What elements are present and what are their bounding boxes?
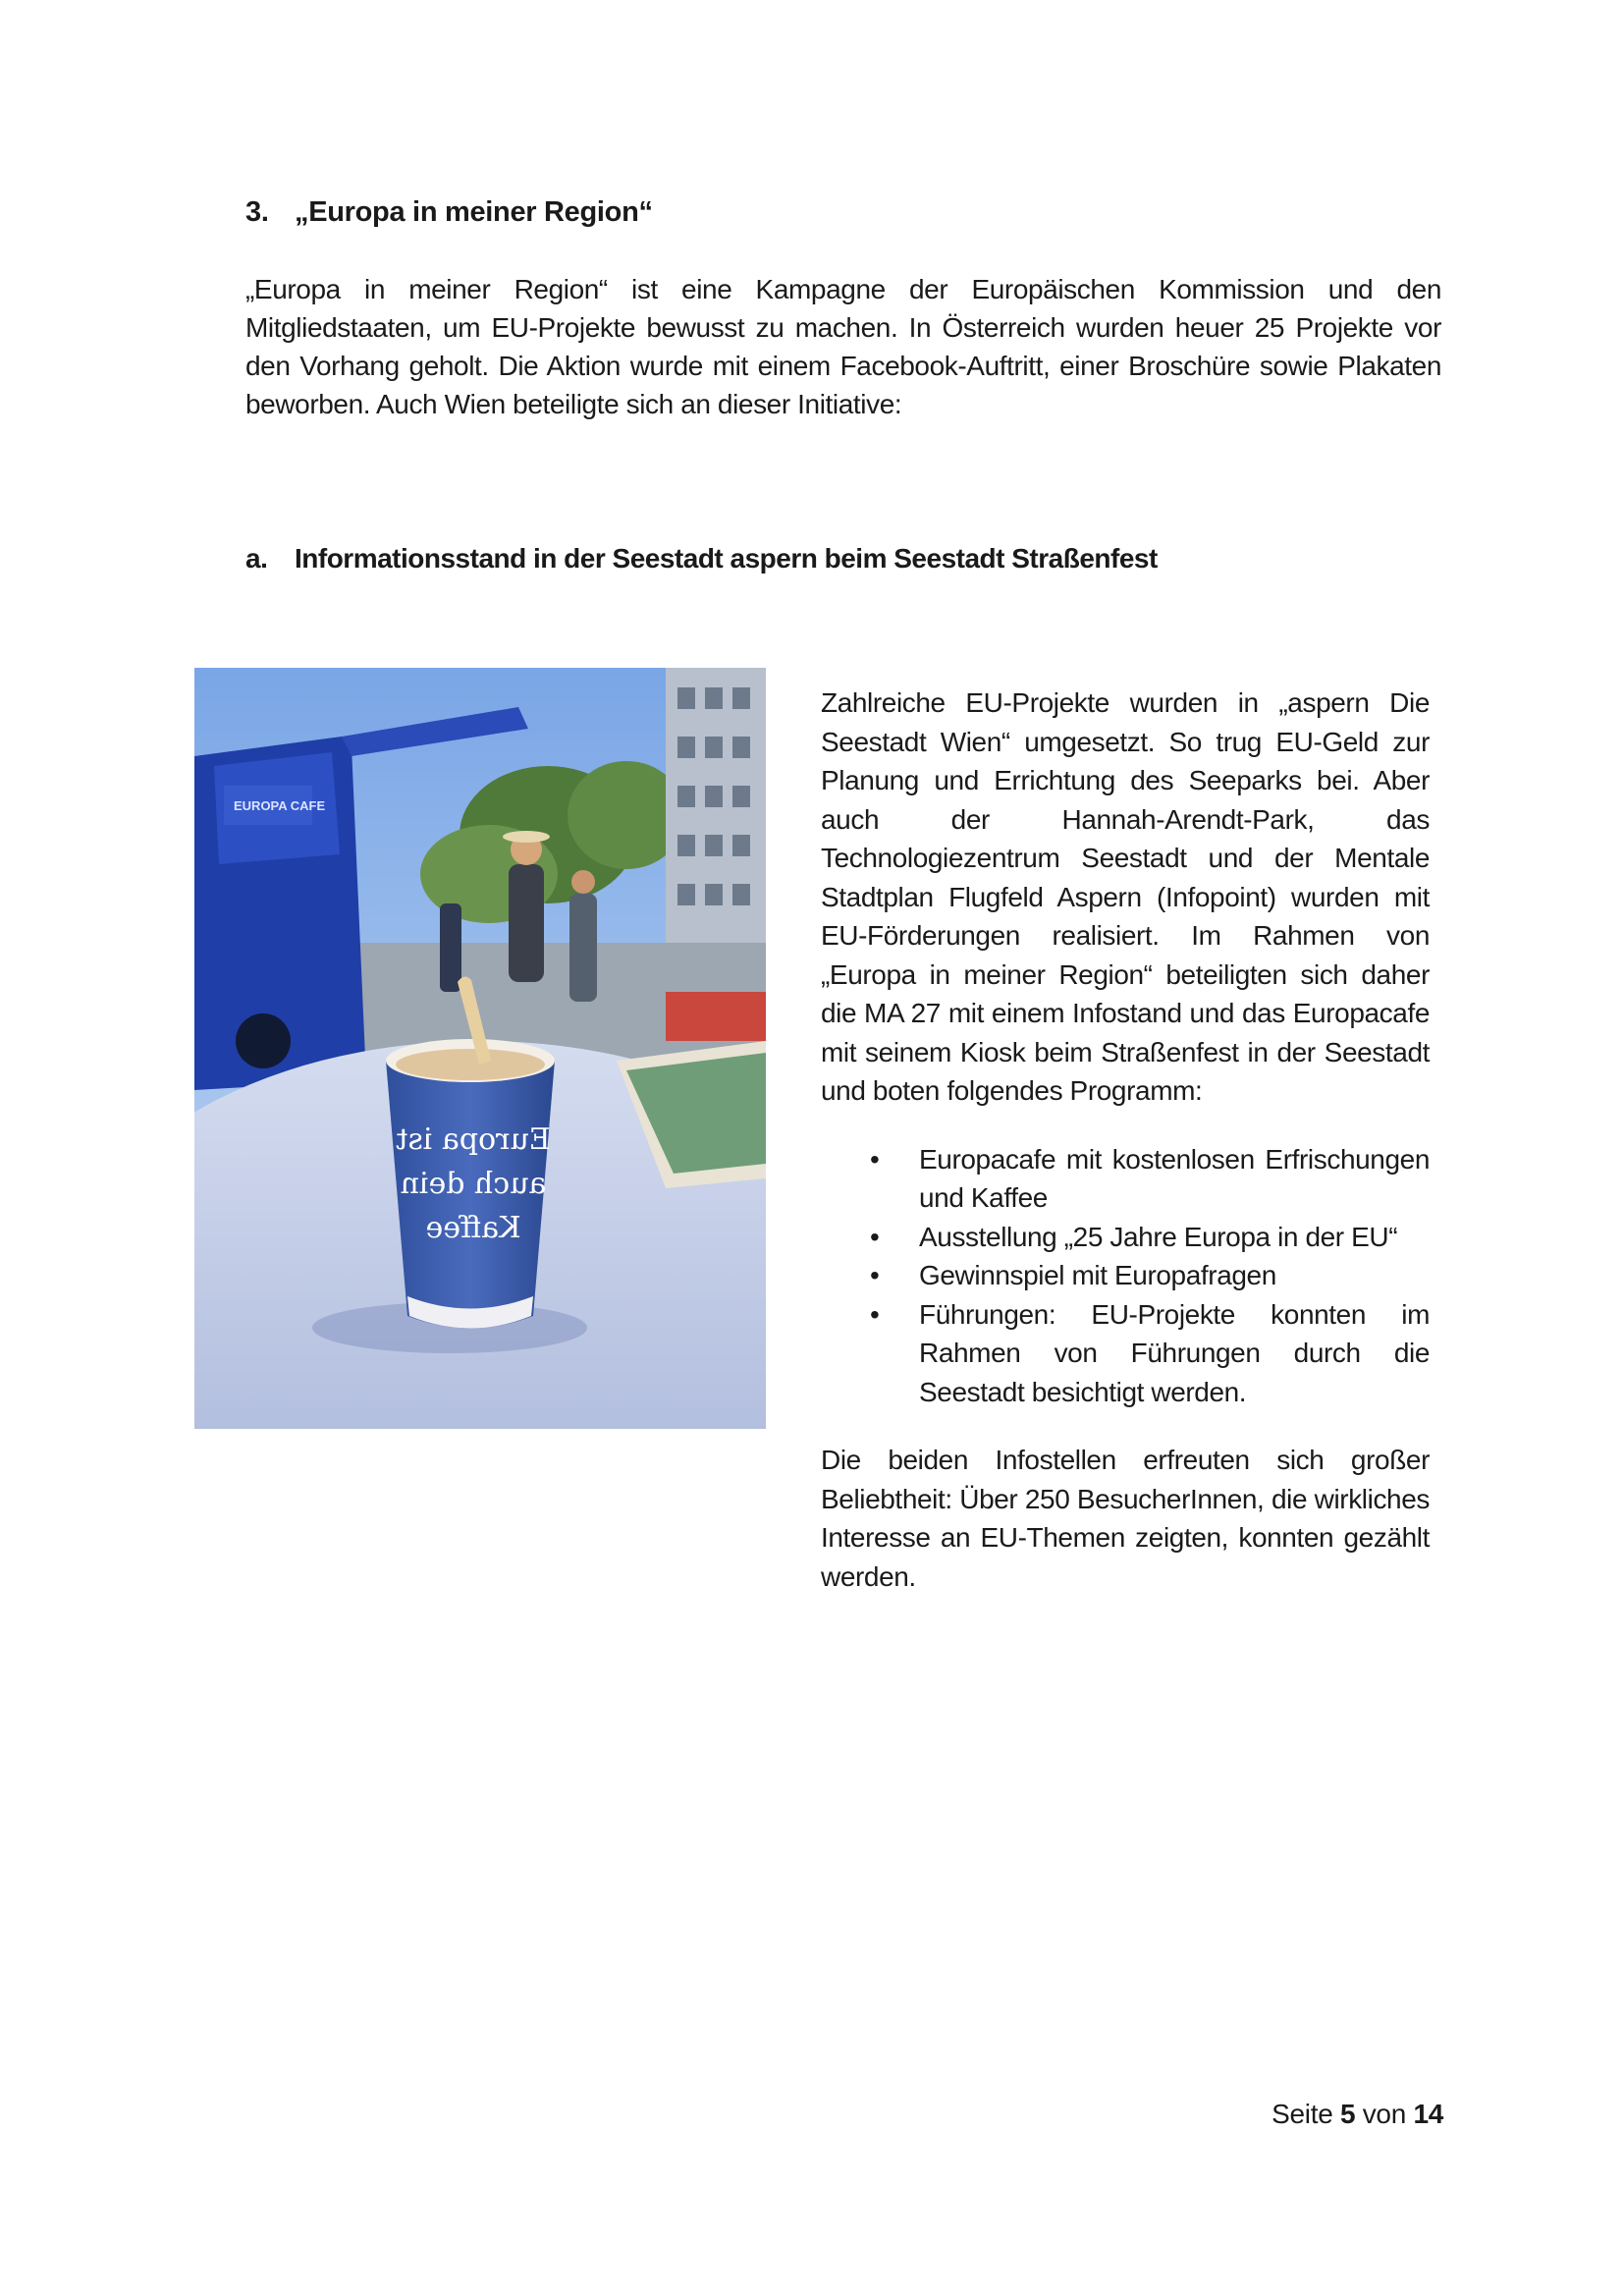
right-column <box>821 683 1430 1596</box>
section-heading <box>245 196 653 229</box>
page-current: 5 <box>1339 2099 1356 2129</box>
section-title: „Europa in meiner Region“ <box>295 196 653 228</box>
page-footer <box>1267 2099 1443 2130</box>
footer-middle: von <box>1362 2099 1406 2129</box>
program-item: • Europacafe mit kostenlosen Erfrischungen und Kaffee <box>919 1140 1430 1218</box>
event-photo <box>194 668 766 1429</box>
cup-text-line3: Kaffee <box>425 1211 521 1245</box>
cup-text-line2: auch dein <box>400 1167 547 1201</box>
section-number: 3. <box>245 196 269 228</box>
program-item: • Führungen: EU-Projekte konnten im Rahmen von Führungen durch die Seestadt besichtigt werden. <box>919 1295 1430 1412</box>
truck-lettering: EUROPA CAFE <box>234 798 326 813</box>
cup-text-line1: Europa ist <box>396 1122 551 1157</box>
closing-paragraph: Die beiden Infostellen erfreuten sich großer Beliebtheit: Über 250 BesucherInnen, die wirkliches Interesse an EU-Themen zeigten, konnten gezählt werden. <box>821 1445 1430 1592</box>
subsection-letter: a. <box>245 543 268 574</box>
page-total: 14 <box>1413 2099 1443 2129</box>
footer-prefix: Seite <box>1271 2099 1333 2129</box>
program-list <box>821 1140 1430 1412</box>
intro-paragraph: „Europa in meiner Region“ ist eine Kampagne der Europäischen Kommission und den Mitgliedstaaten, um EU-Projekte bewusst zu machen. In Österreich wurden heuer 25 Projekte vor den Vorhang geholt. Die Aktion wurde mit einem Facebook-Auftritt, einer Broschüre sowie Plakaten beworben. Auch Wien beteiligte sich an dieser Initiative: <box>245 274 1441 419</box>
program-item: • Ausstellung „25 Jahre Europa in der EU“ <box>919 1218 1430 1257</box>
description-paragraph: Zahlreiche EU-Projekte wurden in „aspern Die Seestadt Wien“ umgesetzt. So trug EU-Geld zur Planung und Errichtung des Seeparks bei. Aber auch der Hannah-Arendt-Park, das Technologiezentrum Seestadt und der Mentale Stadtplan Flugfeld Aspern (Infopoint) wurden mit EU-Förderungen realisiert. Im Rahmen von „Europa in meiner Region“ beteiligten sich daher die MA 27 mit einem Infostand und das Europacafe mit seinem Kiosk beim Straßenfest in der Seestadt und boten folgendes Programm: <box>821 687 1430 1106</box>
program-item: • Gewinnspiel mit Europafragen <box>919 1256 1430 1295</box>
subsection-title: Informationsstand in der Seestadt aspern beim Seestadt Straßenfest <box>295 543 1158 574</box>
subsection-heading <box>245 543 1158 574</box>
